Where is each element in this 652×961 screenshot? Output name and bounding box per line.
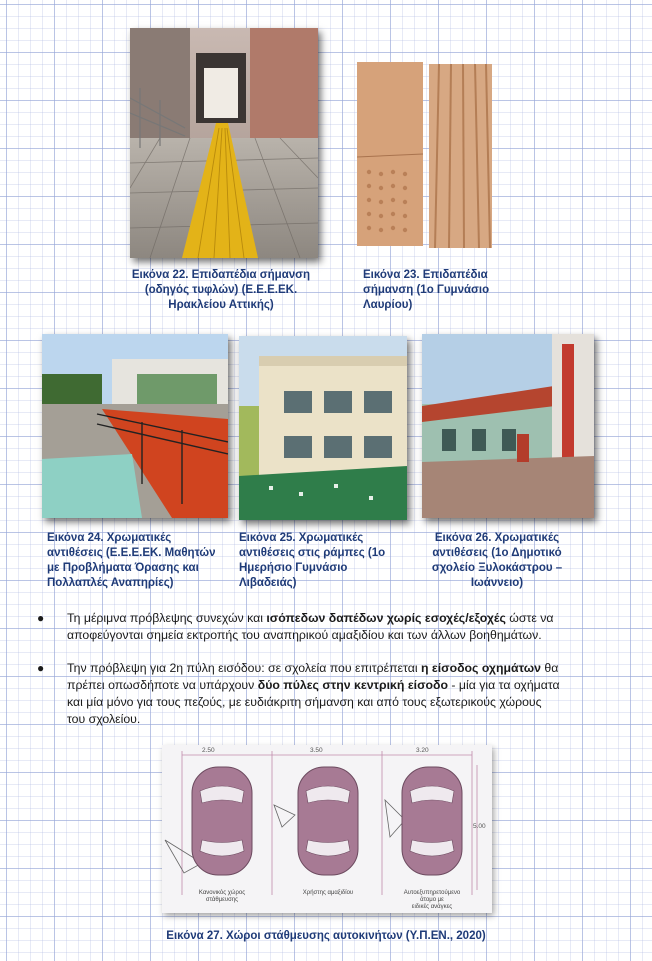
caption-fig22: Εικόνα 22. Επιδαπέδια σήμανση (οδηγός τυφλών) (Ε.Ε.Ε.ΕΚ. Ηρακλείου Αττικής): [131, 269, 311, 311]
bullet-icon: ●: [37, 661, 45, 675]
slot-label-special-needs: Αυτοεξυπηρετούμενο άτομο με ειδικές ανάγκες: [403, 890, 461, 910]
bullet-item-entrance-gates: ● Την πρόβλεψη για 2η πύλη εισόδου: σε σχολεία που επιτρέπεται η είσοδος οχημάτων θα πρέπει οπωσδήποτε να υπάρχουν δύο πύλες στην κεντρική είσοδο - μία για τα οχήματα και μία μόνο για τους πεζούς, με ευδιάκριτη σήμανση και από τους εξωτερικούς χώρους του σχολείου.: [37, 661, 560, 726]
parking-spaces-diagram: [162, 745, 492, 913]
caption-fig24: Εικόνα 24. Χρωματικές αντιθέσεις (Ε.Ε.Ε.ΕΚ. Μαθητών με Προβλήματα Όρασης και Πολλαπλές Αναπηρίες): [47, 532, 216, 589]
dimension-label-side: 5.00: [473, 823, 486, 830]
caption-fig27: Εικόνα 27. Χώροι στάθμευσης αυτοκινήτων (Υ.Π.ΕΝ., 2020): [166, 930, 486, 942]
slot-label-wheelchair: Χρήστης αμαξιδίου: [302, 890, 354, 896]
caption-fig23: Εικόνα 23. Επιδαπέδια σήμανση (1ο Γυμνάσιο Λαυρίου): [363, 269, 490, 311]
tactile-guide-photo: [429, 64, 492, 248]
color-contrast-ramp-photo-3: [422, 334, 594, 518]
dimension-label-1: 2.50: [202, 747, 215, 754]
bullet-icon: ●: [37, 611, 45, 625]
tactile-tile-photo: [357, 62, 423, 246]
caption-fig26: Εικόνα 26. Χρωματικές αντιθέσεις (1ο Δημοτικό σχολείο Ξυλοκάστρου – Ιωάννειο): [431, 532, 563, 589]
caption-fig25: Εικόνα 25. Χρωματικές αντιθέσεις στις ράμπες (1ο Ημερήσιο Γυμνάσιο Λιβαδειάς): [239, 532, 386, 589]
slot-label-regular: Κανονικός χώρος στάθμευσης: [198, 890, 246, 903]
dimension-label-3: 3.20: [416, 747, 429, 754]
bullet-item-floors: ● Τη μέριμνα πρόβλεψης συνεχών και ισόπεδων δαπέδων χωρίς εσοχές/εξοχές ώστε να αποφεύγονται σημεία εκτροπής του αναπηρικού αμαξιδίου και των άλλων βοηθημάτων.: [37, 611, 554, 642]
dimension-label-2: 3.50: [310, 747, 323, 754]
tactile-path-photo: [130, 28, 318, 258]
color-contrast-ramp-photo-1: [42, 334, 228, 518]
color-contrast-ramp-photo-2: [239, 336, 407, 520]
